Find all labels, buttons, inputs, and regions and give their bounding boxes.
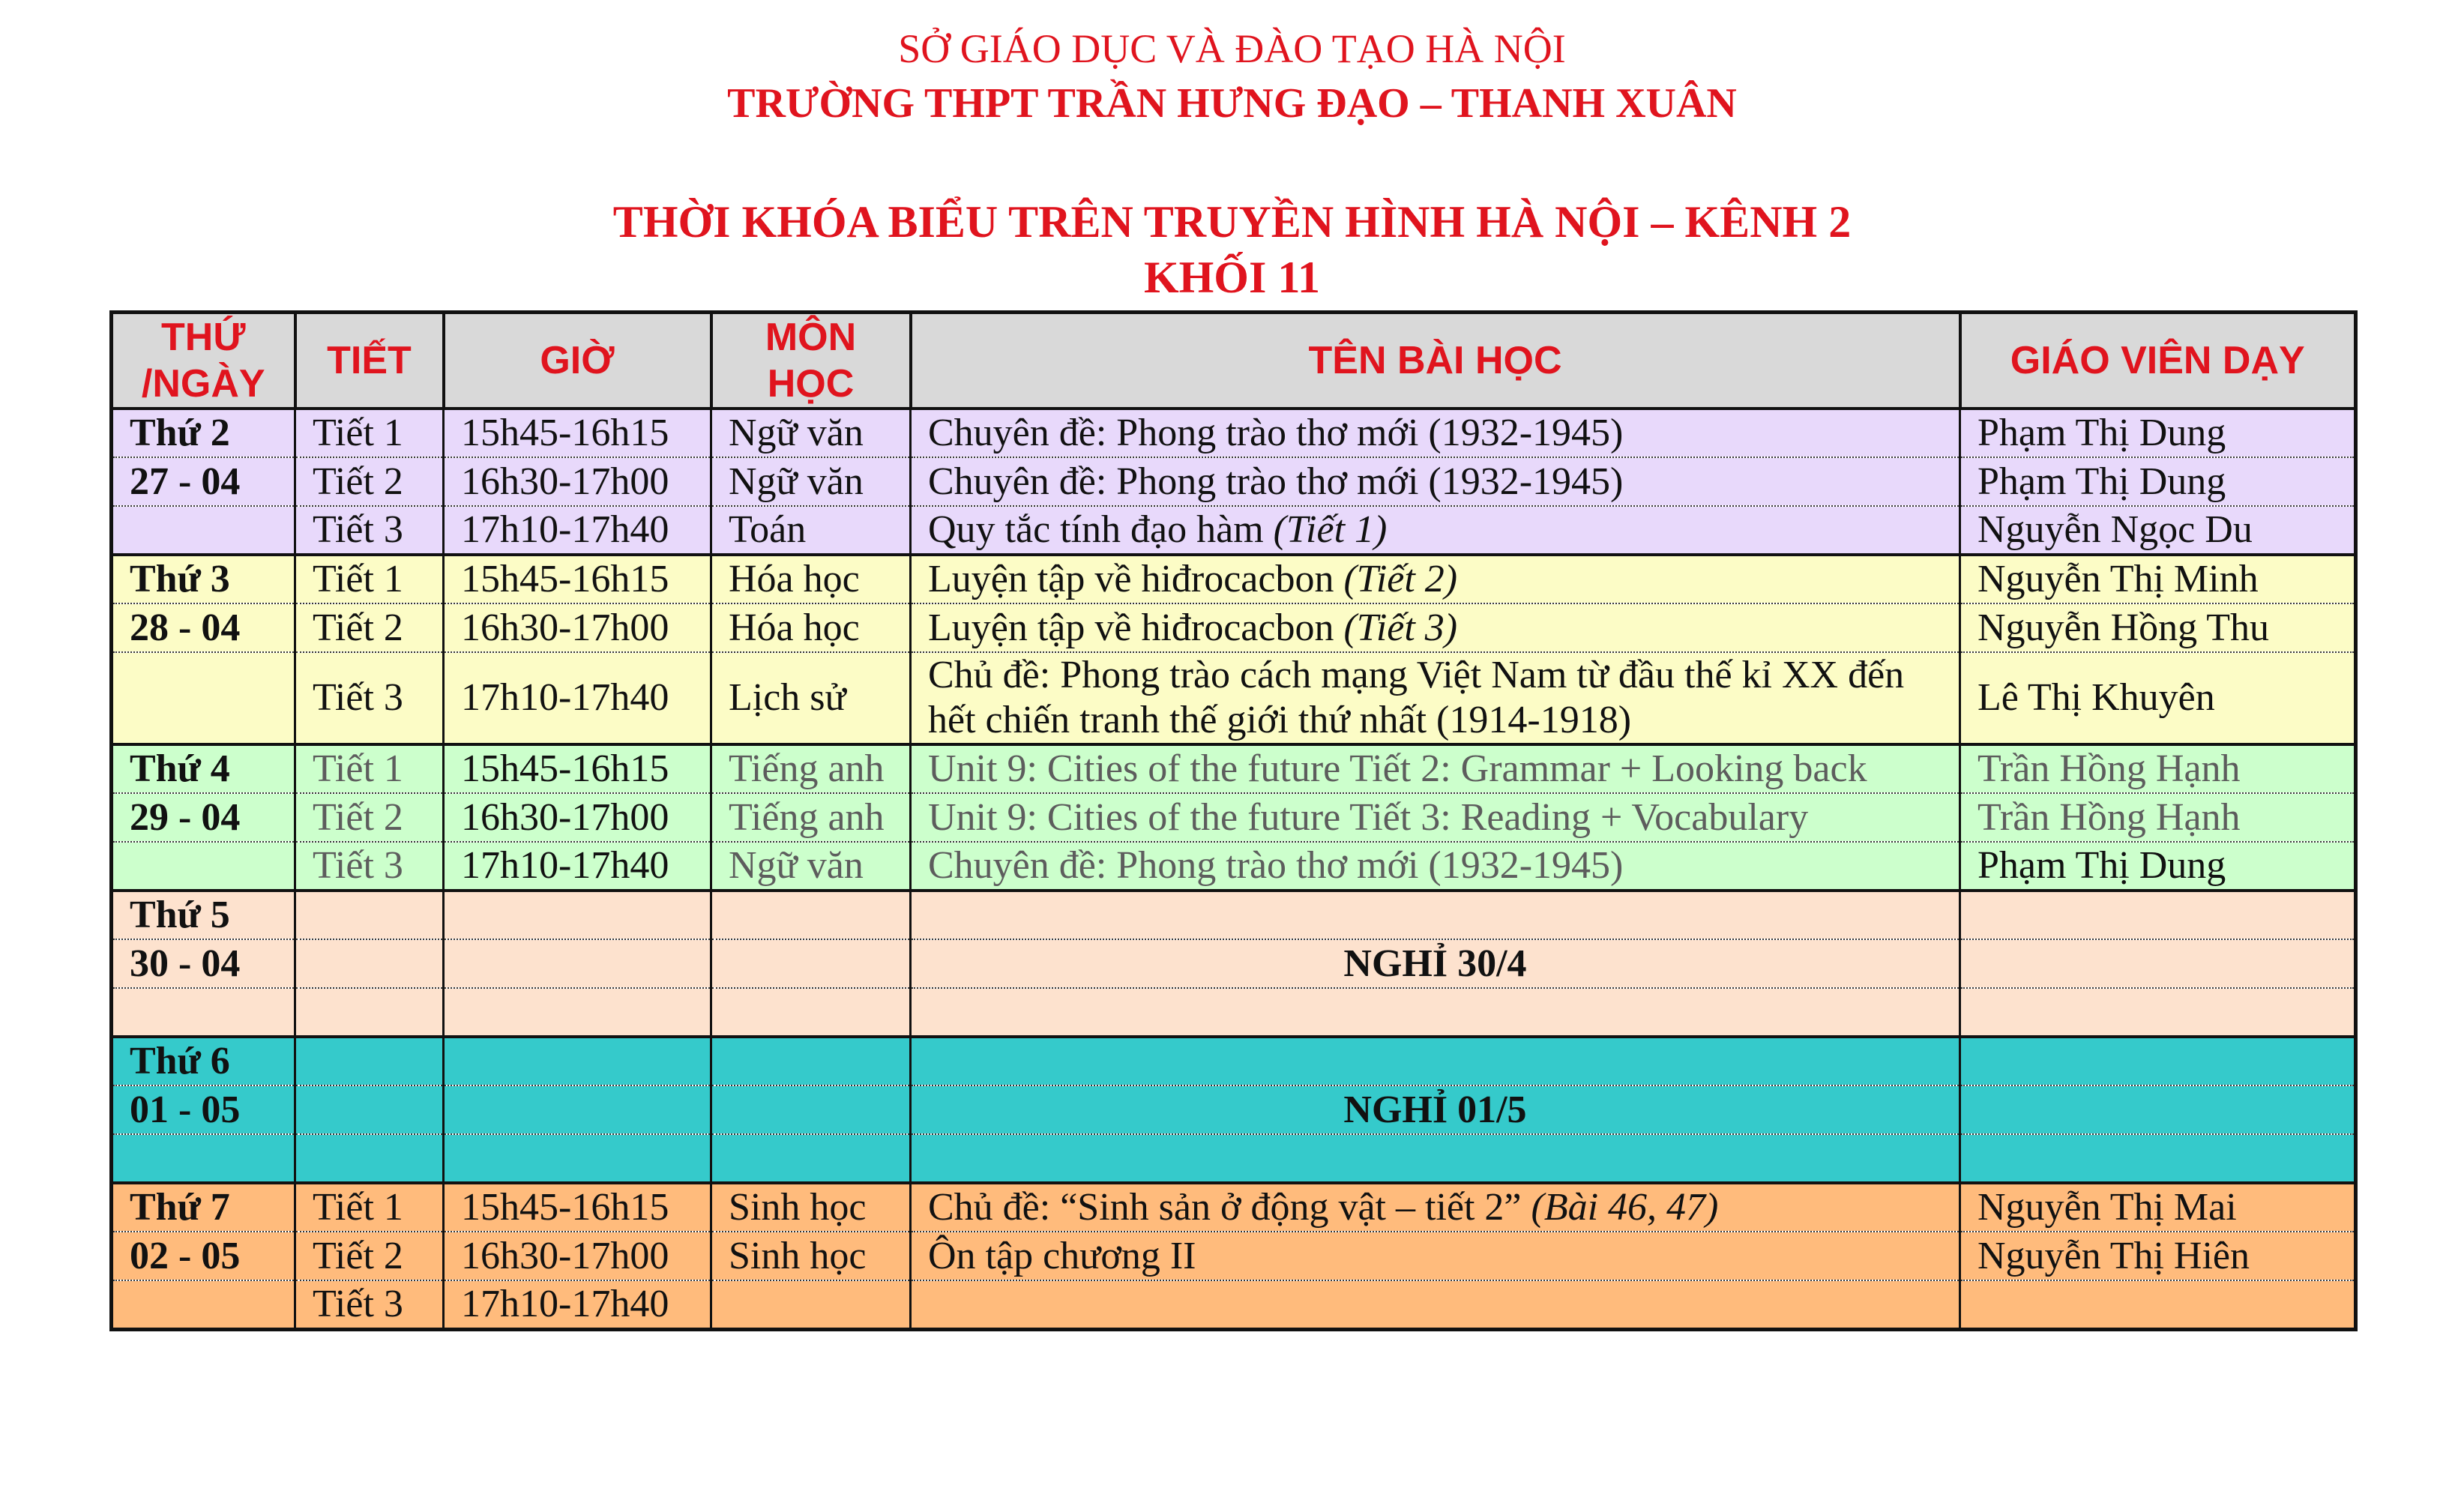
time-cell: 16h30-17h00 [444, 457, 711, 506]
table-row [112, 842, 2356, 891]
lesson-cell: Luyện tập về hiđrocacbon (Tiết 3) [911, 603, 1960, 652]
table-row [112, 555, 2356, 603]
time-cell: 15h45-16h15 [444, 744, 711, 793]
teacher-cell [1960, 1280, 2356, 1329]
period-cell: Tiết 3 [295, 506, 444, 555]
subject-cell: Tiếng anh [711, 744, 911, 793]
period-cell: Tiết 1 [295, 1183, 444, 1232]
col-header-period: TIẾT [295, 313, 444, 409]
lesson-cell: Chuyên đề: Phong trào thơ mới (1932-1945) [911, 842, 1960, 891]
day-empty [112, 506, 295, 555]
period-cell: Tiết 3 [295, 1280, 444, 1329]
period-cell: Tiết 3 [295, 652, 444, 744]
teacher-cell: Trần Hồng Hạnh [1960, 793, 2356, 842]
period-cell: Tiết 2 [295, 1232, 444, 1280]
day-label: Thứ 6 [112, 1037, 295, 1085]
subject-cell: Sinh học [711, 1183, 911, 1232]
subject-cell: Hóa học [711, 555, 911, 603]
teacher-cell: Phạm Thị Dung [1960, 842, 2356, 891]
table-row [112, 457, 2356, 506]
lesson-cell: Unit 9: Cities of the future Tiết 2: Grammar + Looking back [911, 744, 1960, 793]
table-row [112, 988, 2356, 1037]
timetable [109, 310, 2358, 1331]
table-row [112, 1134, 2356, 1183]
day-date: 30 - 04 [112, 939, 295, 988]
lesson-cell: Chuyên đề: Phong trào thơ mới (1932-1945) [911, 457, 1960, 506]
header-row [112, 313, 2356, 409]
period-cell: Tiết 2 [295, 603, 444, 652]
document-title: THỜI KHÓA BIỂU TRÊN TRUYỀN HÌNH HÀ NỘI – KÊNH 2 [612, 197, 1852, 247]
lesson-cell: Chuyên đề: Phong trào thơ mới (1932-1945) [911, 409, 1960, 457]
subject-cell: Hóa học [711, 603, 911, 652]
lesson-cell: Quy tắc tính đạo hàm (Tiết 1) [911, 506, 1960, 555]
time-cell: 15h45-16h15 [444, 1183, 711, 1232]
period-cell: Tiết 2 [295, 793, 444, 842]
lesson-cell: Luyện tập về hiđrocacbon (Tiết 2) [911, 555, 1960, 603]
table-row [112, 1085, 2356, 1134]
lesson-cell: Chủ đề: Phong trào cách mạng Việt Nam từ đầu thế kỉ XX đến hết chiến tranh thế giới thứ nhất (1914-1918) [911, 652, 1960, 744]
subject-cell: Tiếng anh [711, 793, 911, 842]
time-cell: 17h10-17h40 [444, 506, 711, 555]
col-header-lesson: TÊN BÀI HỌC [911, 313, 1960, 409]
lesson-cell: Ôn tập chương II [911, 1232, 1960, 1280]
col-header-time: GIỜ [444, 313, 711, 409]
teacher-cell: Phạm Thị Dung [1960, 457, 2356, 506]
day-label: Thứ 7 [112, 1183, 295, 1232]
period-cell: Tiết 3 [295, 842, 444, 891]
day-label: Thứ 4 [112, 744, 295, 793]
teacher-cell: Phạm Thị Dung [1960, 409, 2356, 457]
period-cell: Tiết 1 [295, 409, 444, 457]
time-cell: 15h45-16h15 [444, 409, 711, 457]
time-cell: 16h30-17h00 [444, 1232, 711, 1280]
table-row [112, 793, 2356, 842]
holiday-note: NGHỈ 30/4 [911, 939, 1960, 988]
table-row [112, 603, 2356, 652]
day-empty [112, 1280, 295, 1329]
time-cell: 16h30-17h00 [444, 793, 711, 842]
col-header-day: THỨ /NGÀY [112, 313, 295, 409]
school-name: TRƯỜNG THPT TRẦN HƯNG ĐẠO – THANH XUÂN [727, 80, 1737, 127]
department-name: SỞ GIÁO DỤC VÀ ĐÀO TẠO HÀ NỘI [898, 26, 1566, 71]
time-cell: 16h30-17h00 [444, 603, 711, 652]
teacher-cell: Nguyễn Thị Minh [1960, 555, 2356, 603]
subject-cell: Ngữ văn [711, 842, 911, 891]
day-empty [112, 652, 295, 744]
time-cell: 15h45-16h15 [444, 555, 711, 603]
teacher-cell: Nguyễn Ngọc Du [1960, 506, 2356, 555]
col-header-teacher: GIÁO VIÊN DẠY [1960, 313, 2356, 409]
period-cell: Tiết 1 [295, 555, 444, 603]
time-cell: 17h10-17h40 [444, 1280, 711, 1329]
grade-subtitle: KHỐI 11 [1143, 253, 1321, 302]
col-header-subject: MÔN HỌC [711, 313, 911, 409]
table-row [112, 652, 2356, 744]
period-cell: Tiết 1 [295, 744, 444, 793]
lesson-cell: Unit 9: Cities of the future Tiết 3: Reading + Vocabulary [911, 793, 1960, 842]
table-row [112, 1232, 2356, 1280]
subject-cell: Lịch sử [711, 652, 911, 744]
day-date: 29 - 04 [112, 793, 295, 842]
time-cell: 17h10-17h40 [444, 652, 711, 744]
subject-cell: Ngữ văn [711, 457, 911, 506]
day-date: 02 - 05 [112, 1232, 295, 1280]
teacher-cell: Trần Hồng Hạnh [1960, 744, 2356, 793]
subject-cell: Toán [711, 506, 911, 555]
table-row [112, 939, 2356, 988]
subject-cell: Ngữ văn [711, 409, 911, 457]
lesson-cell: Chủ đề: “Sinh sản ở động vật – tiết 2” (Bài 46, 47) [911, 1183, 1960, 1232]
table-row [112, 1183, 2356, 1232]
subject-cell [711, 1280, 911, 1329]
period-cell: Tiết 2 [295, 457, 444, 506]
table-row [112, 744, 2356, 793]
holiday-note: NGHỈ 01/5 [911, 1085, 1960, 1134]
day-label: Thứ 2 [112, 409, 295, 457]
time-cell: 17h10-17h40 [444, 842, 711, 891]
teacher-cell: Nguyễn Hồng Thu [1960, 603, 2356, 652]
lesson-cell [911, 1280, 1960, 1329]
day-date: 28 - 04 [112, 603, 295, 652]
day-label: Thứ 5 [112, 891, 295, 939]
teacher-cell: Nguyễn Thị Mai [1960, 1183, 2356, 1232]
table-row [112, 1037, 2356, 1085]
teacher-cell: Nguyễn Thị Hiên [1960, 1232, 2356, 1280]
table-row [112, 1280, 2356, 1329]
day-empty [112, 842, 295, 891]
day-date: 01 - 05 [112, 1085, 295, 1134]
teacher-cell: Lê Thị Khuyên [1960, 652, 2356, 744]
table-row [112, 506, 2356, 555]
table-row [112, 409, 2356, 457]
day-label: Thứ 3 [112, 555, 295, 603]
subject-cell: Sinh học [711, 1232, 911, 1280]
table-row [112, 891, 2356, 939]
day-date: 27 - 04 [112, 457, 295, 506]
